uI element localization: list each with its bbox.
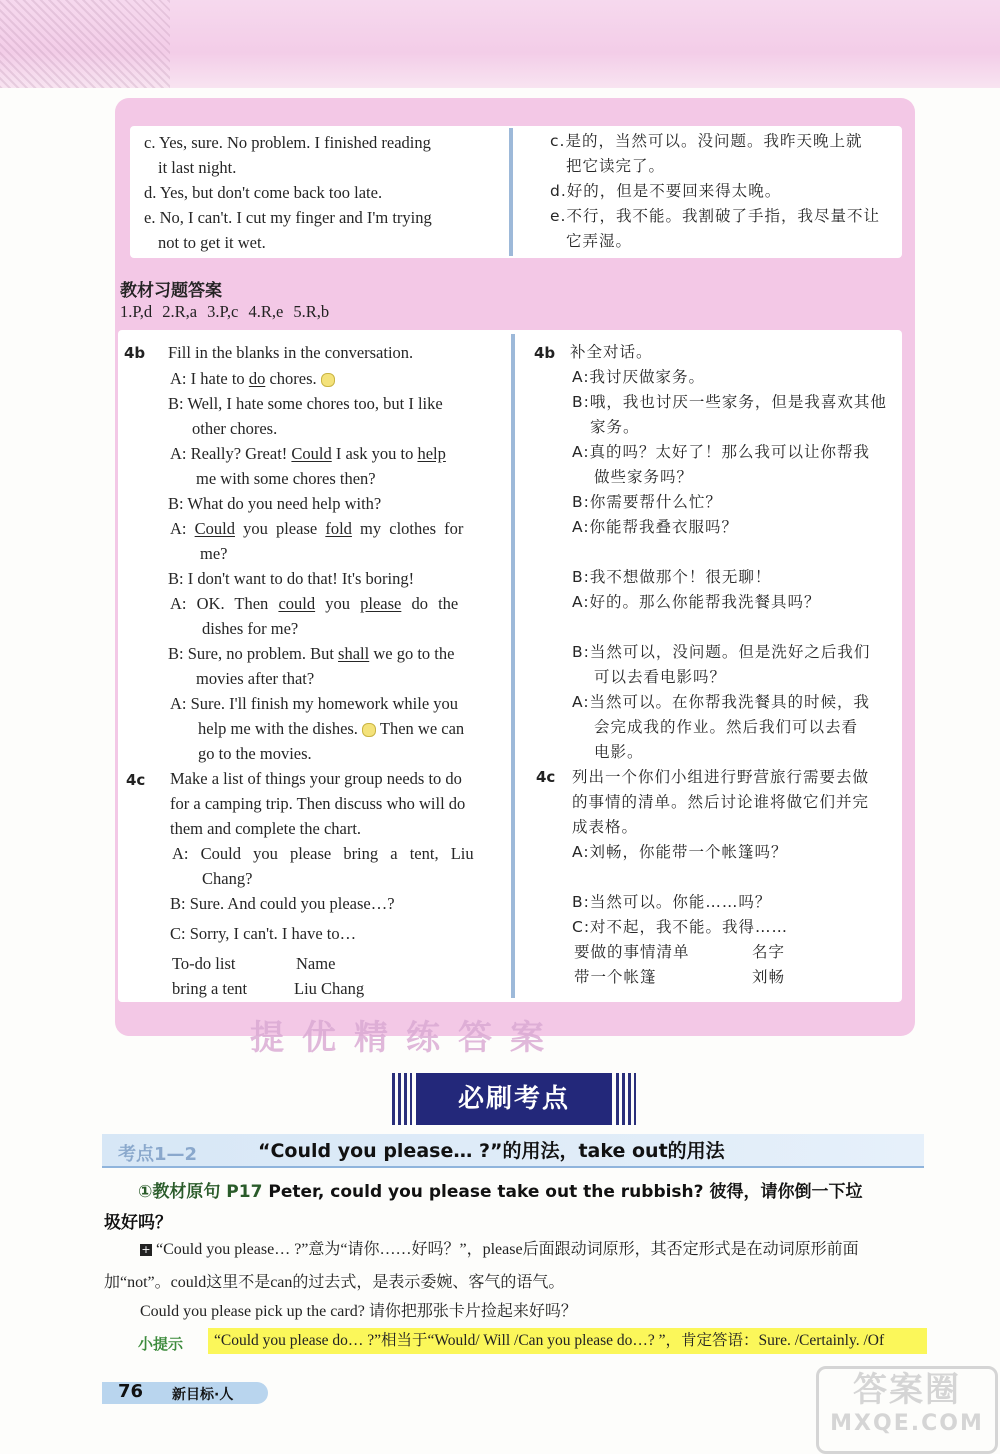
top-en-line: d. Yes, but don't come back too late. (144, 183, 383, 202)
section-banner (392, 1073, 636, 1125)
blank-answer: Could (291, 444, 332, 463)
chart-header: Name (296, 954, 336, 973)
dialog-en-line: movies after that? (196, 669, 315, 688)
dialog-en-line: help me with the dishes. Then we can (198, 719, 465, 738)
tip-highlight: “Could you please do… ?”相当于“Would/ Will /Can you please do…? ”，肯定答语：Sure. /Certainly. /Of (208, 1328, 927, 1354)
example-line: Could you please pick up the card? 请你把那张卡片捡起来好吗？ (140, 1303, 577, 1320)
blank-answer: fold (325, 519, 352, 538)
top-en-line: e. No, I can't. I cut my finger and I'm trying (144, 208, 432, 227)
banner-title: 必刷考点 (416, 1073, 612, 1125)
dialog-en-line: A: Sure. I'll finish my homework while you (170, 694, 459, 713)
dialog-en-line: A: OK. Then could you please do the (170, 594, 459, 613)
dialog-cn-line: B:哦，我也讨厌一些家务，但是我喜欢其他 (572, 393, 887, 411)
dialog-cn-line: 家务。 (590, 418, 640, 436)
dialog-en-line: A: Could you please fold my clothes for (170, 519, 464, 538)
explain-line: + “Could you please… ?”意为“请你……好吗？”，please后面跟动词原形，其否定形式是在动词原形前面 (141, 1241, 859, 1258)
dialog-cn-line: B:当然可以，没问题。但是洗好之后我们 (572, 643, 871, 661)
dialog-en-line: A: I hate to do chores. (170, 369, 335, 389)
top-en-line: c. Yes, sure. No problem. I finished reading (144, 133, 431, 152)
explain-line: 加“not”。could这里不是can的过去式，是表示委婉、客气的语气。 (104, 1274, 565, 1291)
dialog-en-line: C: Sorry, I can't. I have to… (170, 924, 357, 943)
chart-header: To-do list (172, 954, 236, 973)
top-cn-line: d.好的，但是不要回来得太晚。 (550, 182, 782, 200)
dialog-cn-line: A:真的吗？太好了！那么我可以让你帮我 (572, 443, 871, 461)
dialog-en-line: me with some chores then? (196, 469, 376, 488)
exercise-label-4c: 4c (126, 771, 146, 789)
dialog-cn-line: 列出一个你们小组进行野营旅行需要去做 (572, 768, 870, 786)
dialog-cn-line: B:我不想做那个！很无聊！ (572, 568, 772, 586)
site-logo: 答案圈 MXQE.COM (816, 1366, 998, 1454)
dialog-en-line: me? (200, 544, 228, 563)
blank-answer: please (360, 594, 402, 613)
blank-answer: do (248, 369, 266, 388)
exercise-column-divider (511, 334, 515, 998)
dialog-en-line: B: Well, I hate some chores too, but I like (168, 394, 443, 413)
dialog-cn-line: B:你需要帮什么忙？ (572, 493, 722, 511)
top-column-divider (509, 128, 513, 256)
dialog-en-line: them and complete the chart. (170, 819, 362, 838)
blank-answer: shall (338, 644, 370, 663)
dialog-en-line: B: Sure, no problem. But shall we go to the (168, 644, 455, 663)
dialog-en-line: Fill in the blanks in the conversation. (168, 343, 414, 362)
answers-line: 1.P,d 2.R,a 3.P,c 4.R,e 5.R,b (120, 302, 330, 321)
chart-header-cn: 要做的事情清单 (574, 943, 690, 961)
tip-label: 小提示 (138, 1335, 184, 1353)
dialog-en-line: Make a list of things your group needs to do (170, 769, 462, 788)
blank-answer: Could (194, 519, 235, 538)
dialog-en-line: B: I don't want to do that! It's boring! (168, 569, 415, 588)
top-cn-line: c.是的，当然可以。没问题。我昨天晚上就 (550, 132, 863, 150)
dialog-cn-line: B:当然可以。你能……吗？ (572, 893, 772, 911)
dialog-cn-line: 的事情的清单。然后讨论谁将做它们并完 (572, 793, 870, 811)
dialog-cn-line: A:当然可以。在你帮我洗餐具的时候，我 (572, 693, 871, 711)
chart-cell: bring a tent (172, 979, 248, 998)
chart-cell-cn: 刘畅 (752, 968, 786, 986)
dialog-cn-line: A:好的。那么你能帮我洗餐具吗？ (572, 593, 821, 611)
exercise-label-4b-cn: 4b (534, 344, 556, 362)
dialog-cn-line: A:刘畅，你能带一个帐篷吗？ (572, 843, 788, 861)
chart-header-cn: 名字 (752, 943, 786, 961)
dialog-en-line: B: What do you need help with? (168, 494, 382, 513)
top-en-line: it last night. (158, 158, 237, 177)
kaodian-tag: 考点1—2 (118, 1144, 198, 1165)
dialog-cn-line: C:对不起，我不能。我得…… (572, 918, 789, 936)
kaodian-title: “Could you please… ?”的用法，take out的用法 (258, 1140, 725, 1162)
dialog-cn-line: 可以去看电影吗？ (594, 668, 727, 686)
dialog-en-line: other chores. (192, 419, 278, 438)
original-sentence-cont: 圾好吗？ (104, 1213, 172, 1233)
exercise-label-4b: 4b (124, 344, 146, 362)
dialog-en-line: A: Really? Great! Could I ask you to help (170, 444, 446, 463)
original-sentence: ①教材原句 P17 Peter, could you please take out the rubbish? 彼得，请你倒一下垃 (138, 1182, 863, 1202)
dialog-cn-line: A:你能帮我叠衣服吗？ (572, 518, 739, 536)
top-cn-line: e.不行，我不能。我割破了手指，我尽量不让 (550, 207, 880, 225)
page-brand: 新目标·人 (172, 1387, 234, 1403)
top-decor-band (0, 0, 1000, 88)
dialog-cn-line: 会完成我的作业。然后我们可以去看 (594, 718, 859, 736)
dialog-cn-line: 电影。 (594, 743, 644, 761)
top-en-line: not to get it wet. (158, 233, 266, 252)
dialog-cn-line: 补全对话。 (570, 343, 653, 361)
dialog-en-line: go to the movies. (198, 744, 312, 763)
dialog-cn-line: 做些家务吗？ (594, 468, 694, 486)
chart-cell-cn: 带一个帐篷 (574, 968, 657, 986)
panel-watermark: 提优精练答案 (250, 1018, 562, 1058)
answers-title: 教材习题答案 (120, 281, 222, 301)
plus-icon: + (141, 1243, 151, 1257)
chart-cell: Liu Chang (294, 979, 365, 998)
banner-stripes-right (616, 1073, 636, 1125)
smile-icon (321, 373, 335, 387)
dialog-en-line: for a camping trip. Then discuss who will do (170, 794, 466, 813)
dialog-en-line: Chang? (202, 869, 253, 888)
blank-answer: help (417, 444, 446, 463)
dialog-en-line: B: Sure. And could you please…? (170, 894, 395, 913)
exercise-label-4c-cn: 4c (536, 768, 556, 786)
top-cn-line: 把它读完了。 (566, 157, 666, 175)
dialog-en-line: A: Could you please bring a tent, Liu (172, 844, 474, 863)
page-number: 76 (118, 1381, 144, 1402)
banner-stripes-left (392, 1073, 412, 1125)
blank-answer: could (278, 594, 316, 613)
dialog-cn-line: A:我讨厌做家务。 (572, 368, 706, 386)
smile-icon (362, 723, 376, 737)
original-ref: ①教材原句 P17 (138, 1182, 263, 1202)
dialog-en-line: dishes for me? (202, 619, 299, 638)
top-cn-line: 它弄湿。 (566, 232, 633, 250)
dialog-cn-line: 成表格。 (572, 818, 639, 836)
